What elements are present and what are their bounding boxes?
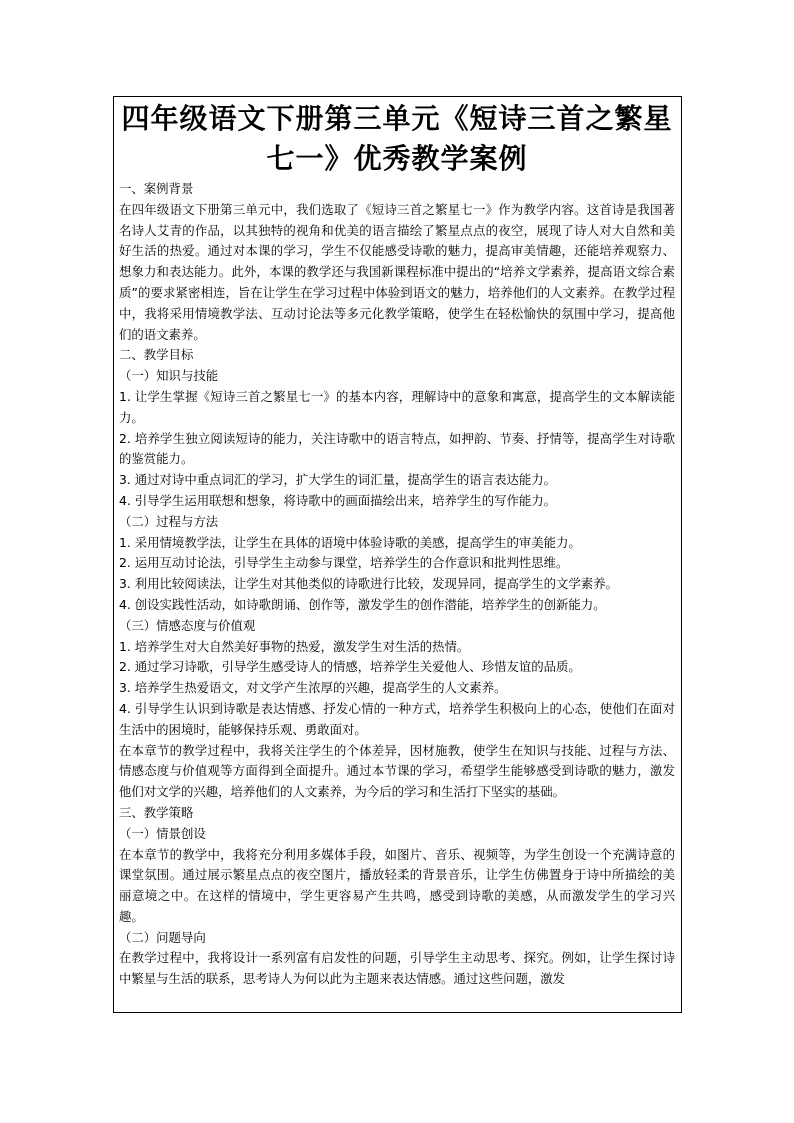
paragraph: 在四年级语文下册第三单元中，我们选取了《短诗三首之繁星七一》作为教学内容。这首诗是我国著名诗人艾青的作品，以其独特的视角和优美的语言描绘了繁星点点的夜空，展现了诗人对大自然和美好生活的热爱。通过对本课的学习，学生不仅能感受诗歌的魅力，提高审美情趣，还能培养观察力、想象力和表达能力。此外，本课的教学还与我国新课程标准中提出的“培养文学素养，提高语文综合素质”的要求紧密相连，旨在让学生在学习过程中体验到语文的魅力，培养他们的人文素养。在教学过程中，我将采用情境教学法、互动讨论法等多元化教学策略，使学生在轻松愉快的氛围中学习，提高他们的语文素养。	[119, 201, 675, 342]
document-frame	[113, 96, 682, 1013]
list-item: 1. 让学生掌握《短诗三首之繁星七一》的基本内容，理解诗中的意象和寓意，提高学生的文本解读能力。	[119, 388, 675, 425]
document-title	[119, 97, 675, 179]
document-body	[119, 179, 675, 990]
list-item: 1. 采用情境教学法，让学生在具体的语境中体验诗歌的美感，提高学生的审美能力。	[119, 534, 581, 550]
list-item: 3. 通过对诗中重点词汇的学习，扩大学生的词汇量，提高学生的语言表达能力。	[119, 472, 557, 488]
paragraph: 在本章节的教学中，我将充分利用多媒体手段，如图片、音乐、视频等，为学生创设一个充满诗意的课堂氛围。通过展示繁星点点的夜空图片，播放轻柔的背景音乐，让学生仿佛置身于诗中所描绘的美丽意境之中。在这样的情境中，学生更容易产生共鸣，感受到诗歌的美感，从而激发学生的学习兴趣。	[119, 846, 675, 924]
subsection-heading: （二）问题导向	[119, 929, 206, 945]
list-item: 4. 引导学生认识到诗歌是表达情感、抒发心情的一种方式，培养学生积极向上的心态，使他们在面对生活中的困境时，能够保持乐观、勇敢面对。	[119, 700, 675, 737]
subsection-heading: （二）过程与方法	[119, 513, 219, 529]
paragraph: 在本章节的教学过程中，我将关注学生的个体差异，因材施教，使学生在知识与技能、过程与方法、情感态度与价值观等方面得到全面提升。通过本节课的学习，希望学生能够感受到诗歌的魅力，激发他们对文学的兴趣，培养他们的人文素养，为今后的学习和生活打下坚实的基础。	[119, 742, 675, 800]
section-heading: 二、教学目标	[119, 347, 194, 363]
list-item: 4. 创设实践性活动，如诗歌朗诵、创作等，激发学生的创作潜能，培养学生的创新能力。	[119, 596, 606, 612]
paragraph: 在教学过程中，我将设计一系列富有启发性的问题，引导学生主动思考、探究。例如，让学生探讨诗中繁星与生活的联系，思考诗人为何以此为主题来表达情感。通过这些问题，激发	[119, 950, 675, 987]
section-heading: 三、教学策略	[119, 804, 194, 820]
title-line-1: 四年级语文下册第三单元《短诗三首之繁星	[121, 102, 673, 135]
list-item: 4. 引导学生运用联想和想象，将诗歌中的画面描绘出来，培养学生的写作能力。	[119, 492, 557, 508]
list-item: 3. 培养学生热爱语文，对文学产生浓厚的兴趣，提高学生的人文素养。	[119, 680, 507, 696]
subsection-heading: （一）知识与技能	[119, 368, 219, 384]
subsection-heading: （三）情感态度与价值观	[119, 617, 256, 633]
list-item: 3. 利用比较阅读法，让学生对其他类似的诗歌进行比较，发现异同，提高学生的文学素养。	[119, 576, 618, 592]
list-item: 1. 培养学生对大自然美好事物的热爱，激发学生对生活的热情。	[119, 638, 470, 654]
list-item: 2. 培养学生独立阅读短诗的能力，关注诗歌中的语言特点，如押韵、节奏、抒情等，提高学生对诗歌的鉴赏能力。	[119, 430, 675, 467]
subsection-heading: （一）情景创设	[119, 825, 206, 841]
section-heading: 一、案例背景	[119, 181, 194, 196]
list-item: 2. 通过学习诗歌，引导学生感受诗人的情感，培养学生关爱他人、珍惜友谊的品质。	[119, 659, 581, 675]
title-line-2: 七一》优秀教学案例	[266, 142, 528, 175]
list-item: 2. 运用互动讨论法，引导学生主动参与课堂，培养学生的合作意识和批判性思维。	[119, 555, 569, 571]
